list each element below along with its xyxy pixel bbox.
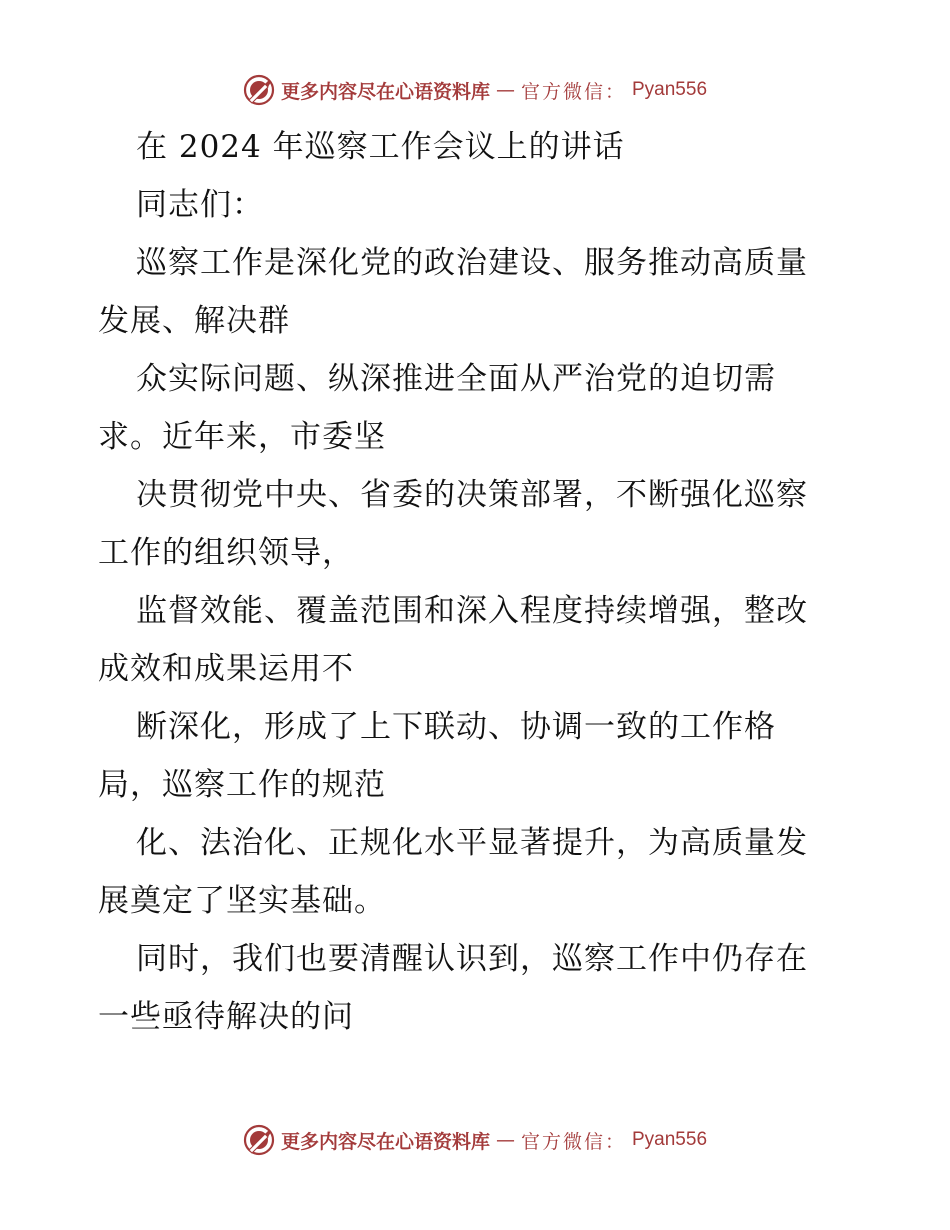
document-title: 在 2024 年巡察工作会议上的讲话 [136, 129, 625, 165]
paragraph-line: 局，巡察工作的规范 [98, 767, 386, 803]
paragraph-line: 巡察工作是深化党的政治建设、服务推动高质量 [136, 245, 808, 281]
pen-logo-icon [243, 74, 275, 106]
paragraph-line: 发展、解决群 [98, 303, 290, 339]
paragraph-line: 化、法治化、正规化水平显著提升，为高质量发 [136, 825, 808, 861]
paragraph-line: 求。近年来，市委坚 [98, 419, 386, 455]
footer-wechat-label: 官方微信： [520, 1130, 626, 1153]
pen-logo-icon [243, 1124, 275, 1156]
footer-separator: — [495, 1129, 515, 1151]
footer-watermark-banner [0, 1120, 950, 1160]
header-watermark-banner [0, 70, 950, 110]
header-wechat-id: Pyan556 [632, 79, 708, 100]
footer-site-text: 更多内容尽在心语资料库 [280, 1130, 490, 1153]
paragraph-line: 同时，我们也要清醒认识到，巡察工作中仍存在 [136, 941, 808, 977]
paragraph-line: 一些亟待解决的问 [98, 999, 354, 1035]
header-wechat-label: 官方微信： [520, 80, 626, 103]
header-separator: — [495, 79, 515, 101]
document-body [98, 118, 858, 1046]
footer-wechat-id: Pyan556 [632, 1129, 708, 1150]
paragraph-line: 展奠定了坚实基础。 [98, 883, 386, 919]
header-site-text: 更多内容尽在心语资料库 [280, 80, 490, 103]
salutation: 同志们： [136, 187, 264, 223]
paragraph-line: 监督效能、覆盖范围和深入程度持续增强，整改 [136, 593, 808, 629]
paragraph-line: 断深化，形成了上下联动、协调一致的工作格 [136, 709, 776, 745]
paragraph-line: 工作的组织领导， [98, 535, 354, 571]
paragraph-line: 成效和成果运用不 [98, 651, 354, 687]
paragraph-line: 众实际问题、纵深推进全面从严治党的迫切需 [136, 361, 776, 397]
paragraph-line: 决贯彻党中央、省委的决策部署，不断强化巡察 [136, 477, 808, 513]
